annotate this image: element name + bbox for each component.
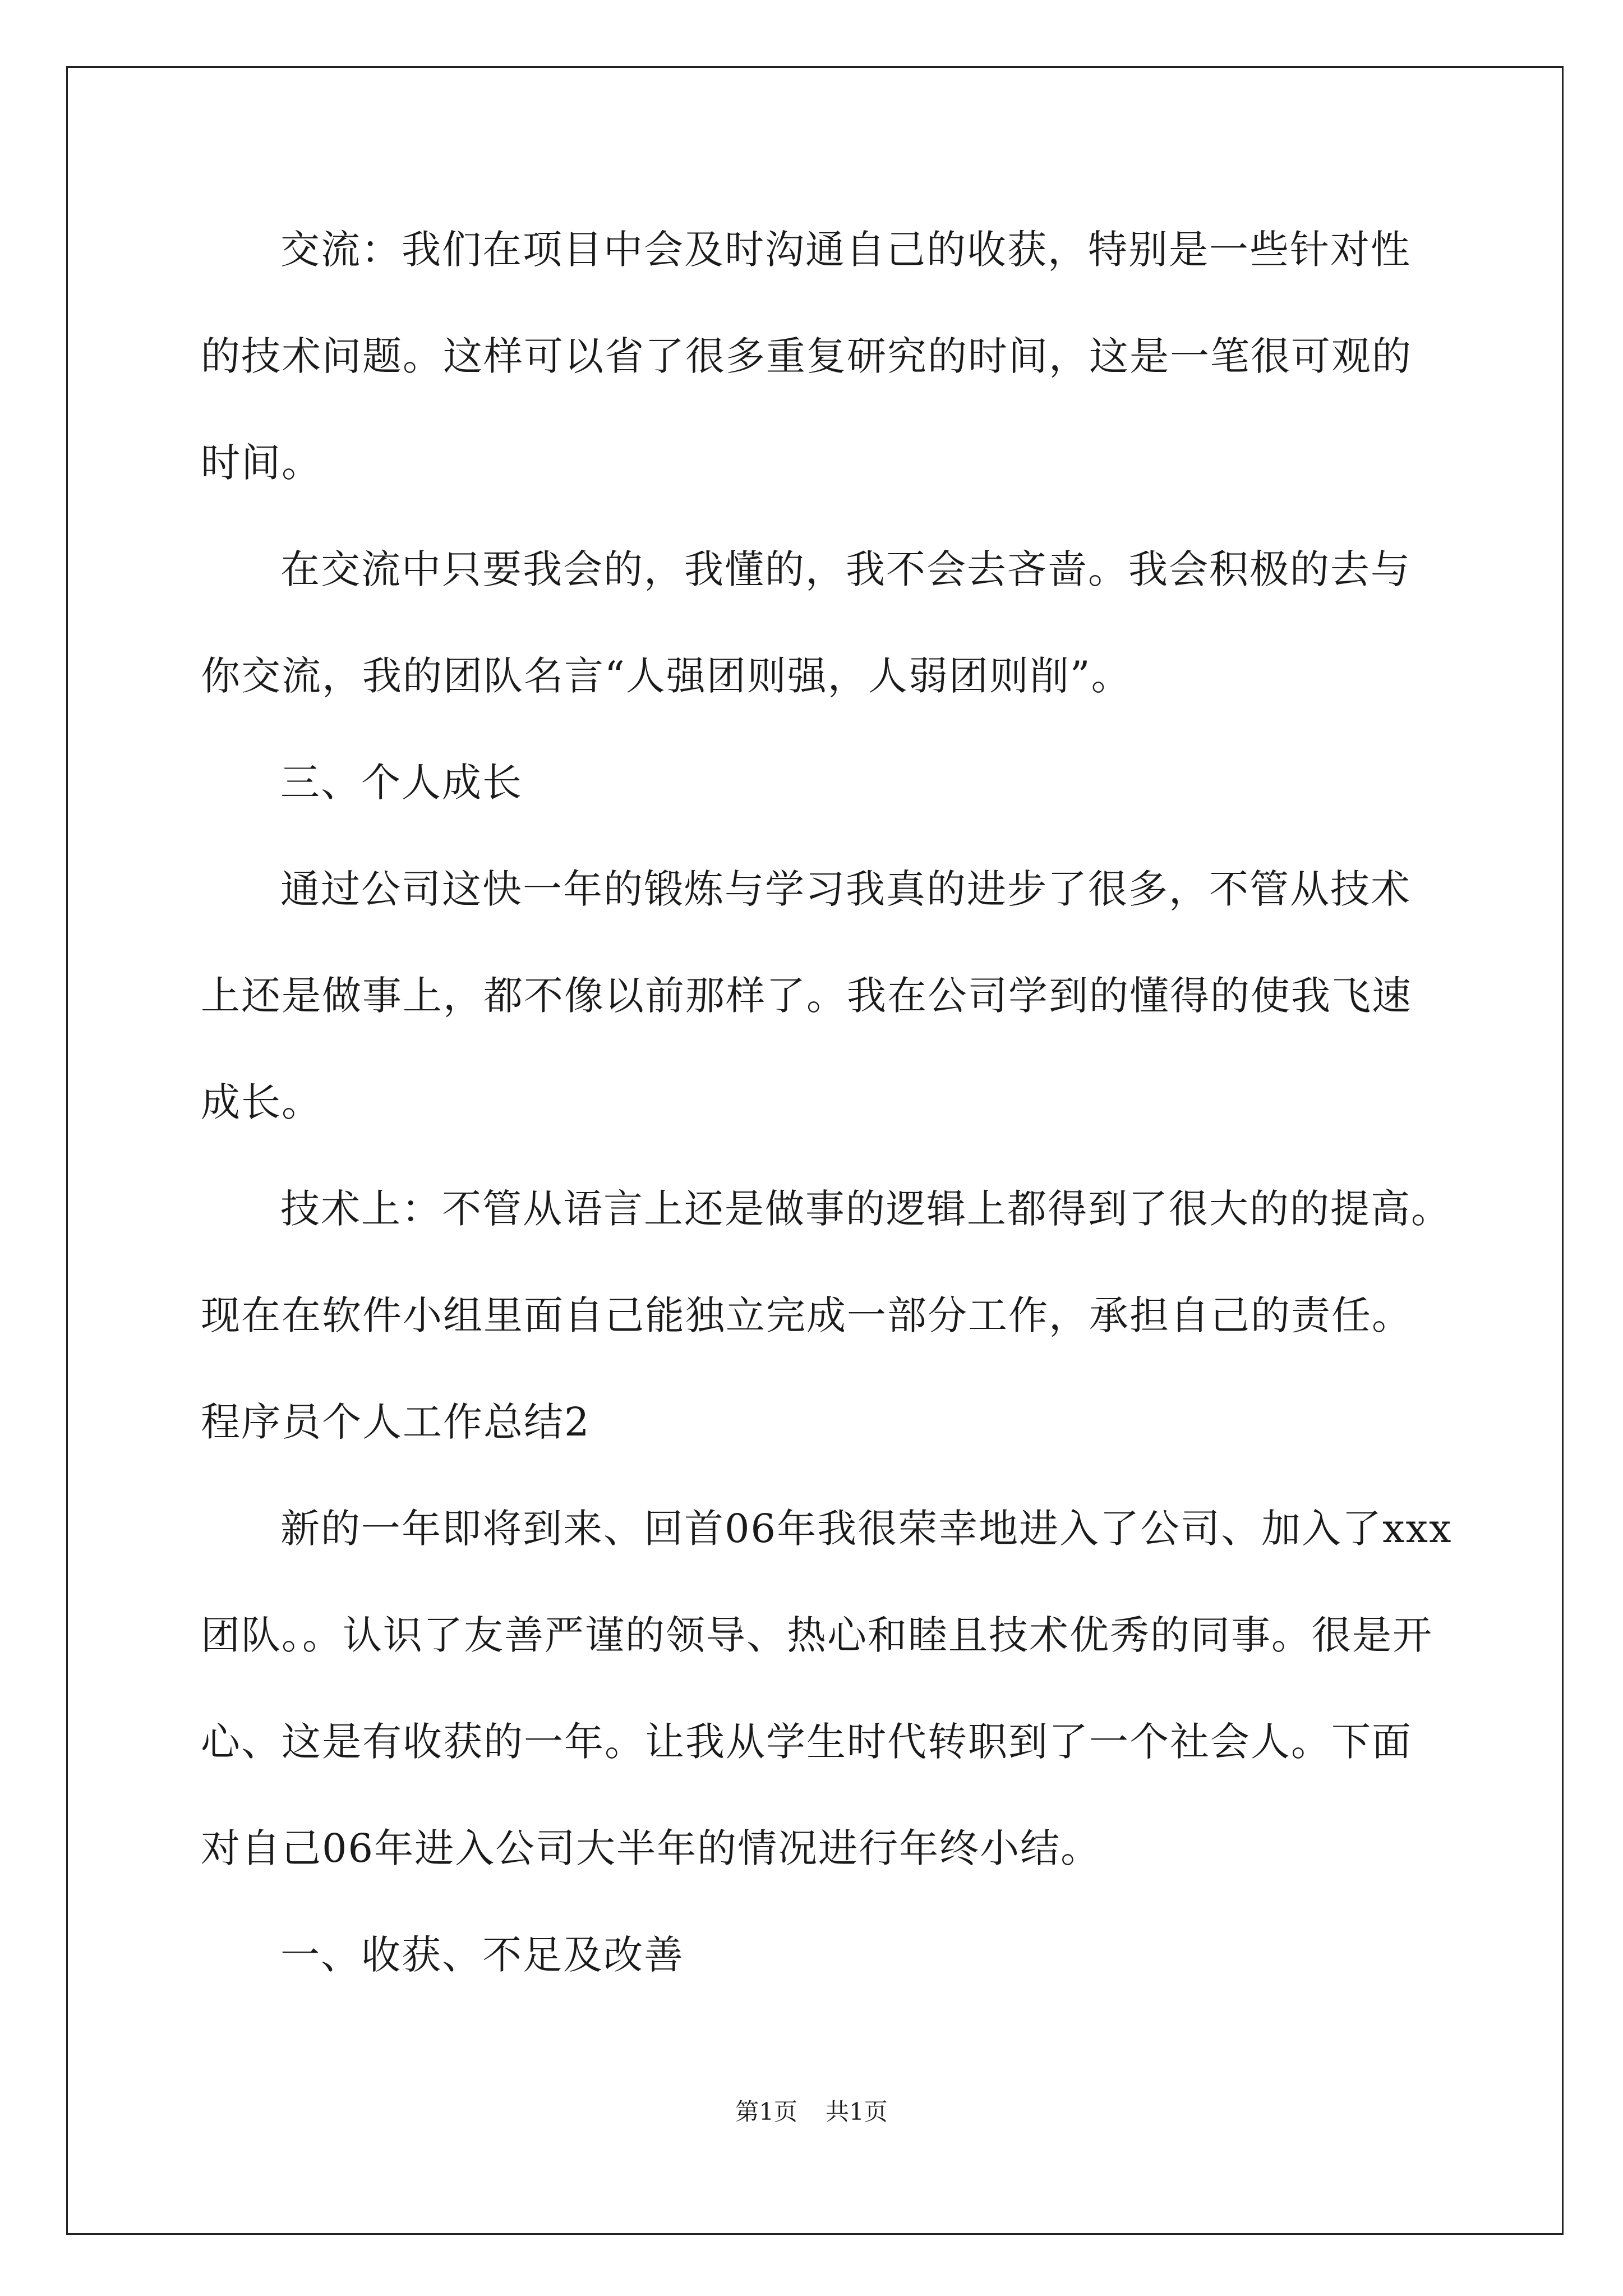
paragraph-line: 通过公司这快一年的锻炼与学习我真的进步了很多，不管从技术 [280,866,1411,912]
paragraph-line: 新的一年即将到来、回首06年我很荣幸地进入了公司、加入了xxx [280,1506,1453,1552]
paragraph-line: 时间。 [201,440,322,486]
page-border [66,66,1564,2235]
page-number: 第1页 [735,2098,797,2125]
paragraph-line: 在交流中只要我会的，我懂的，我不会去吝啬。我会积极的去与 [280,546,1411,592]
paragraph-line: 上还是做事上，都不像以前那样了。我在公司学到的懂得的使我飞速 [201,973,1412,1019]
paragraph-line: 你交流，我的团队名言“人强团则强，人弱团则削”。 [201,653,1132,699]
paragraph-line: 技术上：不管从语言上还是做事的逻辑上都得到了很大的的提高。 [280,1186,1451,1232]
page-total: 共1页 [826,2098,888,2125]
section-heading: 三、个人成长 [280,760,523,806]
paragraph-line: 心、这是有收获的一年。让我从学生时代转职到了一个社会人。下面 [201,1719,1412,1765]
document-title: 程序员个人工作总结2 [201,1399,591,1445]
paragraph-line: 的技术问题。这样可以省了很多重复研究的时间，这是一笔很可观的 [201,333,1412,379]
paragraph-line: 对自己06年进入公司大半年的情况进行年终小结。 [201,1825,1101,1871]
paragraph-line: 交流：我们在项目中会及时沟通自己的收获，特别是一些针对性 [280,227,1411,273]
paragraph-line: 团队。。认识了友善严谨的领导、热心和睦且技术优秀的同事。很是开 [201,1612,1433,1658]
page-footer [0,2095,1623,2129]
paragraph-line: 现在在软件小组里面自己能独立完成一部分工作，承担自己的责任。 [201,1292,1412,1338]
paragraph-line: 成长。 [201,1079,322,1125]
section-heading: 一、收获、不足及改善 [280,1932,684,1978]
